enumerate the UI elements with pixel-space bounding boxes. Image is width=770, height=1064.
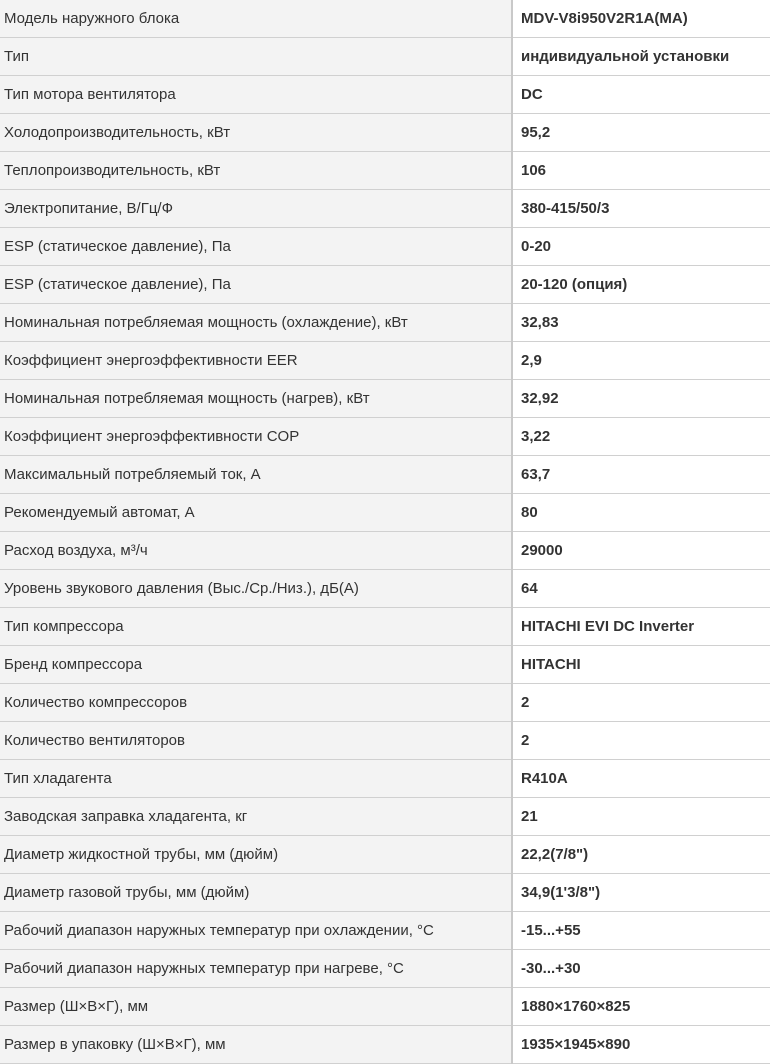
table-row [0,38,770,76]
spec-label: Модель наружного блока [0,0,512,38]
spec-label: Количество вентиляторов [0,722,512,760]
table-row [0,456,770,494]
spec-label: Рекомендуемый автомат, А [0,494,512,532]
table-row [0,152,770,190]
spec-value: 106 [512,152,770,190]
spec-label: Тип компрессора [0,608,512,646]
spec-label: Рабочий диапазон наружных температур при нагреве, °С [0,950,512,988]
spec-label: Расход воздуха, м³/ч [0,532,512,570]
spec-label: Диаметр жидкостной трубы, мм (дюйм) [0,836,512,874]
spec-value: 2 [512,684,770,722]
table-row [0,266,770,304]
spec-label: Тип [0,38,512,76]
spec-value: 1880×1760×825 [512,988,770,1026]
spec-value: HITACHI EVI DC Inverter [512,608,770,646]
spec-value: 63,7 [512,456,770,494]
spec-value: 0-20 [512,228,770,266]
table-row [0,1026,770,1064]
spec-label: Диаметр газовой трубы, мм (дюйм) [0,874,512,912]
spec-label: Номинальная потребляемая мощность (охлаждение), кВт [0,304,512,342]
spec-label: ESP (статическое давление), Па [0,228,512,266]
spec-label: Максимальный потребляемый ток, А [0,456,512,494]
table-row [0,760,770,798]
table-row [0,304,770,342]
spec-label: Заводская заправка хладагента, кг [0,798,512,836]
spec-value: HITACHI [512,646,770,684]
table-row [0,836,770,874]
spec-label: Тип хладагента [0,760,512,798]
table-row [0,912,770,950]
spec-label: ESP (статическое давление), Па [0,266,512,304]
spec-value: 80 [512,494,770,532]
spec-label: Размер (Ш×В×Г), мм [0,988,512,1026]
spec-value: 1935×1945×890 [512,1026,770,1064]
spec-label: Тип мотора вентилятора [0,76,512,114]
spec-value: -15...+55 [512,912,770,950]
spec-label: Коэффициент энергоэффективности EER [0,342,512,380]
table-row [0,684,770,722]
table-row [0,228,770,266]
spec-value: 20-120 (опция) [512,266,770,304]
spec-value: 2,9 [512,342,770,380]
table-row [0,342,770,380]
spec-value: 32,83 [512,304,770,342]
table-row [0,798,770,836]
spec-value: 34,9(1'3/8") [512,874,770,912]
spec-value: DC [512,76,770,114]
table-row [0,190,770,228]
table-row [0,532,770,570]
spec-label: Номинальная потребляемая мощность (нагрев), кВт [0,380,512,418]
table-row [0,418,770,456]
spec-value: -30...+30 [512,950,770,988]
spec-label: Теплопроизводительность, кВт [0,152,512,190]
spec-label: Количество компрессоров [0,684,512,722]
table-row [0,646,770,684]
spec-label: Уровень звукового давления (Выс./Ср./Низ.), дБ(А) [0,570,512,608]
spec-value: 29000 [512,532,770,570]
spec-value: 95,2 [512,114,770,152]
spec-label: Рабочий диапазон наружных температур при охлаждении, °С [0,912,512,950]
spec-value: MDV-V8i950V2R1A(MA) [512,0,770,38]
table-row [0,950,770,988]
table-row [0,76,770,114]
spec-value: 22,2(7/8") [512,836,770,874]
spec-label: Холодопроизводительность, кВт [0,114,512,152]
spec-value: 32,92 [512,380,770,418]
spec-value: 64 [512,570,770,608]
table-row [0,608,770,646]
table-row [0,874,770,912]
spec-value: 2 [512,722,770,760]
table-row [0,988,770,1026]
spec-value: 21 [512,798,770,836]
spec-value: 3,22 [512,418,770,456]
spec-value: индивидуальной установки [512,38,770,76]
spec-label: Бренд компрессора [0,646,512,684]
spec-value: 380-415/50/3 [512,190,770,228]
table-row [0,570,770,608]
spec-value: R410A [512,760,770,798]
table-row [0,0,770,38]
table-row [0,722,770,760]
spec-label: Коэффициент энергоэффективности COP [0,418,512,456]
table-row [0,114,770,152]
table-row [0,494,770,532]
spec-label: Размер в упаковку (Ш×В×Г), мм [0,1026,512,1064]
spec-label: Электропитание, В/Гц/Ф [0,190,512,228]
table-row [0,380,770,418]
